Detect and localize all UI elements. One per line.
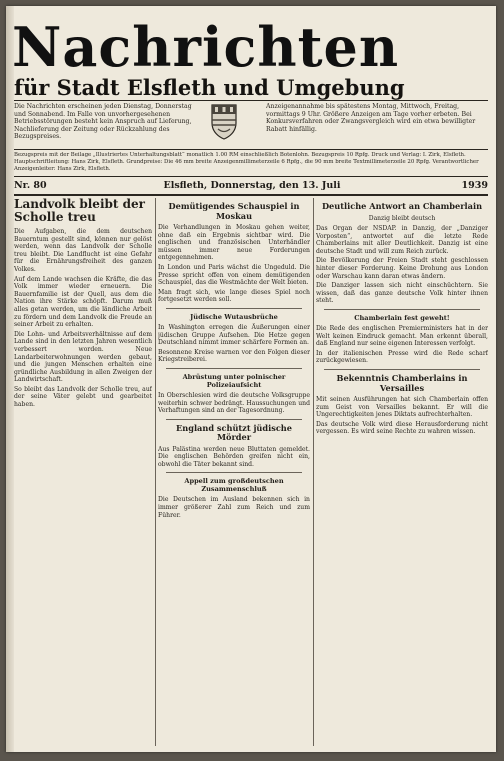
article-paragraph: Die Lohn- und Arbeitsverhältnisse auf dem Lande sind in den letzten Jahren wesentlich verbessert worden. Neue Landarbeiterwohnungen werden gebaut, und die jungen Menschen erhalten eine gründliche Ausbildung in allen Zweigen der Landwirtschaft. [14, 330, 152, 384]
masthead-title: Nachrichten [12, 24, 400, 70]
issue-rule [14, 194, 488, 196]
imprint-rule [14, 176, 488, 177]
column-separator [313, 198, 314, 746]
headline-moskau: Demütigendes Schauspiel in Moskau [168, 201, 300, 221]
article-paragraph: In Oberschlesien wird die deutsche Volksgruppe weiterhin schwer bedrängt. Haussuchungen und Verhaftungen sind an der Tagesordnung. [158, 391, 310, 415]
article-divider [324, 309, 480, 310]
headline-fest-geweht: Chamberlain fest geweht! [354, 314, 450, 323]
article-paragraph: Die Verhandlungen in Moskau gehen weiter, ohne daß ein Ergebnis sichtbar wird. Die englischen und französischen Unterhändler müssen immer neue Forderungen entgegennehmen. [158, 224, 310, 262]
article-paragraph: Die Aufgaben, die dem deutschen Bauerntum gestellt sind, können nur gelöst werden, wenn das Landvolk der Scholle treu bleibt. Die Landflucht ist eine Gefahr für die Ernährungsfreiheit des ganzen Volkes. [14, 228, 152, 273]
issue-dateline: Elsfleth, Donnerstag, den 13. Juli [163, 180, 341, 191]
article-paragraph: Die Danziger lassen sich nicht einschüchtern. Sie wissen, daß das ganze deutsche Volk hinter ihnen steht. [316, 282, 488, 305]
article-paragraph: In der italienischen Presse wird die Rede scharf zurückgewiesen. [316, 349, 488, 365]
headline-landvolk: Landvolk bleibt der Scholle treu [14, 198, 145, 224]
article-paragraph: Das Organ der NSDAP. in Danzig, der „Danziger Vorposten“, antwortet auf die letzte Rede Chamberlains mit aller Deutlichkeit. Danzig ist eine deutsche Stadt und will zum Reich zurück. [316, 225, 488, 255]
article-paragraph: Man fragt sich, wie lange dieses Spiel noch fortgesetzt werden soll. [158, 288, 310, 304]
headline-versailles: Bekenntnis Chamberlains in Versailles [336, 373, 468, 393]
column-2 [158, 198, 310, 750]
article-divider [166, 368, 302, 369]
info-rule [14, 149, 488, 150]
imprint-bar: Bezugspreis mit der Beilage „Illustriertes Unterhaltungsblatt“ monatlich 1.00 RM einschließlich Botenlohn. Bezugspreis 10 Rpfg. Druck und Verlag: I. Zirk, Elsfleth. Hauptschriftleitung: Hans Zirk, Elsfleth. Grundpreise: Die 46 mm breite Anzeigenmillimeterzeile 6 Rpfg., die 90 mm breite Textmillimeterzeile 20 Rpfg. Verantwortlicher Anzeigenleiter: Hans Zirk, Elsfleth. [14, 152, 479, 172]
article-paragraph: In London und Paris wächst die Ungeduld. Die Presse spricht offen von einem demütigenden Schauspiel, das die Westmächte der Welt bieten. [158, 263, 310, 287]
column-3 [316, 198, 488, 750]
article-paragraph: So bleibt das Landvolk der Scholle treu, auf der seine Väter gelebt und gearbeitet haben. [14, 385, 152, 409]
headline-polizeiaufsicht: Abrüstung unter polnischer Polizeiaufsicht [182, 372, 286, 389]
article-paragraph: Die Rede des englischen Premierministers hat in der Welt keinen Eindruck gemacht. Man erkennt überall, daß England nur seine eigenen Interessen verfolgt. [316, 325, 488, 348]
article-paragraph: Die Bevölkerung der Freien Stadt steht geschlossen hinter dieser Forderung. Keine Drohung aus London oder Warschau kann daran etwas ändern. [316, 257, 488, 280]
article-paragraph: Aus Palästina werden neue Bluttaten gemeldet. Die englischen Behörden greifen nicht ein, obwohl die Täter bekannt sind. [158, 445, 310, 468]
article-divider [166, 308, 302, 309]
article-divider [324, 369, 480, 370]
article-paragraph: Besonnene Kreise warnen vor den Folgen dieser Kriegstreiberei. [158, 348, 310, 364]
issue-line [14, 180, 488, 192]
article-paragraph: Auf dem Lande wachsen die Kräfte, die das Volk immer wieder erneuern. Die Bauernfamilie ist der Quell, aus dem die Nation ihre Stärke schöpft. Darum muß alles getan werden, um die ländliche Arbeit zu fördern und dem Landvolk die Freude an seiner Arbeit zu erhalten. [14, 275, 152, 329]
article-paragraph: In Washington erregen die Äußerungen einer jüdischen Gruppe Aufsehen. Die Hetze gegen Deutschland nimmt immer schärfere Formen an. [158, 323, 310, 347]
issue-number: Nr. 80 [14, 180, 47, 191]
coat-of-arms-icon [209, 101, 239, 141]
article-divider [166, 472, 302, 473]
column-separator [155, 198, 156, 746]
issue-year: 1939 [461, 180, 488, 191]
article-paragraph: Das deutsche Volk wird diese Herausforderung nicht vergessen. Es wird seine Rechte zu wahren wissen. [316, 420, 488, 436]
masthead-subtitle: für Stadt Elsfleth und Umgebung [14, 76, 405, 100]
article-paragraph: Mit seinen Ausführungen hat sich Chamberlain offen zum Geist von Versailles bekannt. Er will die Ungerechtigkeiten jenes Diktats aufrechterhalten. [316, 396, 488, 419]
headline-chamberlain: Deutliche Antwort an Chamberlain [321, 201, 483, 211]
advertising-info: Anzeigenannahme bis spätestens Montag, Mittwoch, Freitag, vormittags 9 Uhr. Größere Anzeigen am Tage vorher erbeten. Bei Konkursverfahren oder Zwangsvergleich wird ein etwa bewilligter Rabatt hinfällig. [266, 103, 476, 133]
article-paragraph: Die Deutschen im Ausland bekennen sich in immer größerer Zahl zum Reich und zum Führer. [158, 496, 310, 519]
headline-wutausbrueche: Jüdische Wutausbrüche [190, 312, 278, 321]
binding-edge [6, 6, 14, 752]
masthead-rule [14, 100, 488, 101]
headline-appell: Appell zum großdeutschen Zusammenschluß [184, 477, 284, 494]
article-subline: Danzig bleibt deutsch [368, 214, 436, 222]
article-divider [166, 419, 302, 420]
headline-england: England schützt jüdische Mörder [176, 422, 292, 443]
publication-info: Die Nachrichten erscheinen jeden Dienstag, Donnerstag und Sonnabend. Im Falle von unvorhergesehenen Betriebsstörungen besteht kein Anspruch auf Lieferung, Nachlieferung der Zeitung oder Rückzahlung des Bezugspreises. [14, 103, 192, 141]
column-1 [14, 198, 152, 750]
newspaper-page [6, 6, 496, 752]
